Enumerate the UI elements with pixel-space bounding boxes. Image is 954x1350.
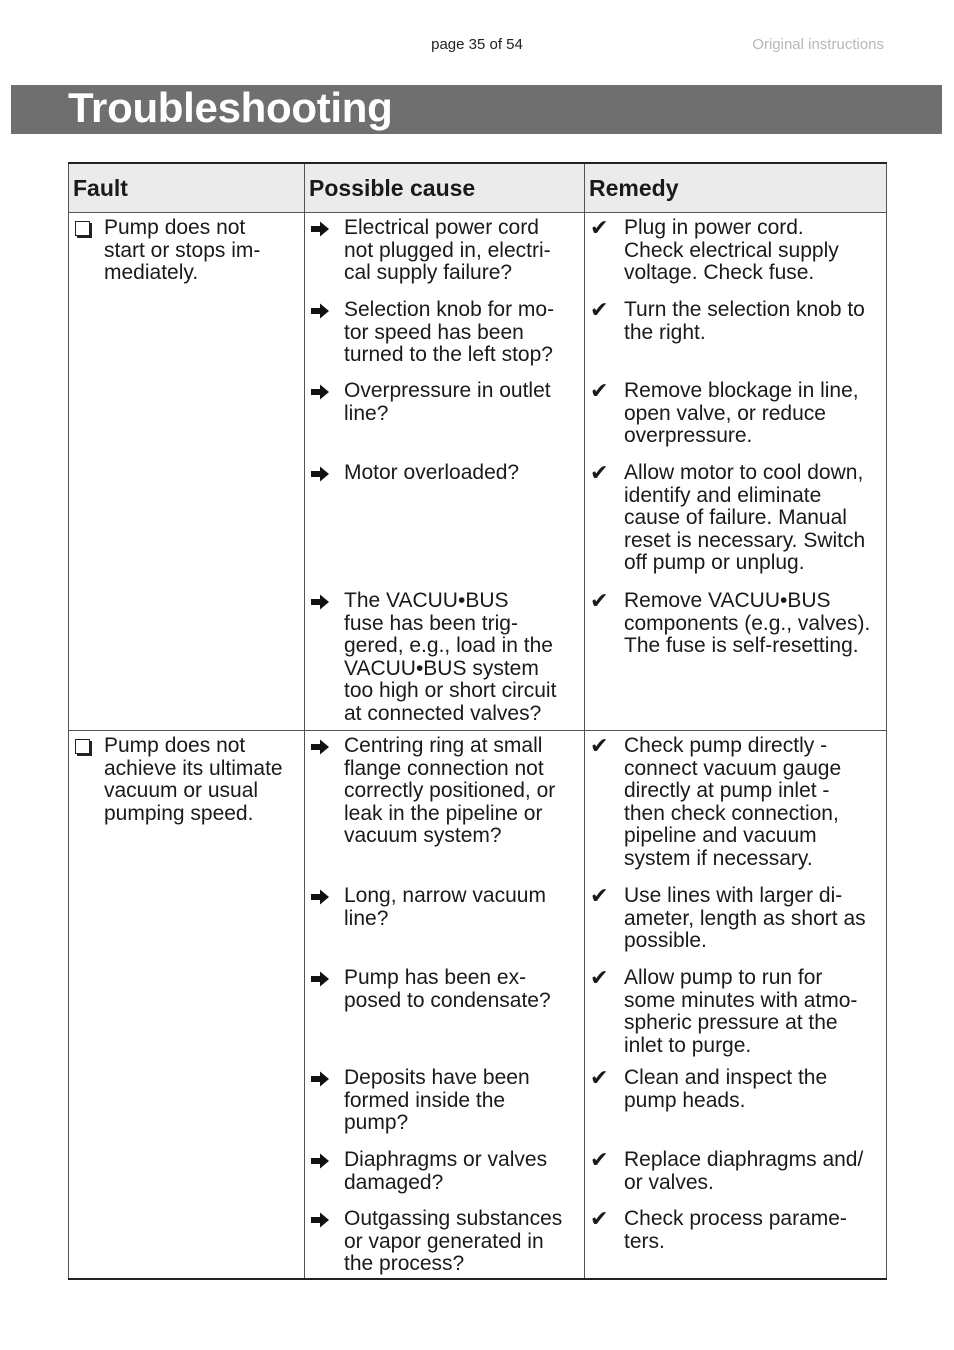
remedy-text [624,735,882,870]
text-line: system if necessary. [624,846,813,870]
cause-item [305,462,584,590]
text-line: components (e.g., valves). [624,611,871,635]
remedy-text [624,380,882,448]
text-line: spheric pressure at the [624,1011,838,1034]
text-line: Check process parame- [624,1207,847,1230]
remedy-text [624,1149,882,1194]
remedy-item [585,217,886,299]
text-line: the right. [624,320,706,344]
table-header-row [69,163,887,213]
fault-cell [69,213,305,731]
text-line: reset is necessary. Switch [624,528,866,552]
text-line: not plugged in, electri- [344,238,551,262]
text-line: Electrical power cord [344,216,539,239]
text-line: Clean and inspect the [624,1066,828,1089]
text-line: vacuum system? [344,824,502,847]
cause-item [305,217,584,299]
cause-text [344,735,580,848]
text-line: pipeline and vacuum [624,824,817,847]
cause-cell [305,731,585,1280]
text-line: achieve its ultimate [104,756,283,780]
text-line: or valves. [624,1170,714,1194]
cause-text [344,299,580,367]
fault-cell [69,731,305,1280]
remedy-item [585,590,886,730]
remedy-text [624,462,882,575]
text-line: Long, narrow vacuum [344,884,546,907]
cause-item [305,1149,584,1208]
text-line: turned to the left stop? [344,343,553,366]
text-line: Outgassing substances [344,1207,563,1230]
text-line: The VACUU•BUS [344,589,509,612]
header-remedy: Remedy [585,163,887,213]
text-line: Centring ring at small [344,734,543,757]
text-line: Deposits have been [344,1066,530,1089]
remedy-item [585,1149,886,1208]
text-line: open valve, or reduce [624,401,826,425]
text-line: flange connection not [344,756,544,780]
fault-text [104,217,260,285]
cause-item [305,299,584,380]
text-line: cause of failure. Manual [624,506,847,529]
text-line: Diaphragms or valves [344,1148,548,1171]
checkbox-icon [75,221,90,236]
arrow-right-icon [309,1208,344,1233]
text-line: connect vacuum gauge [624,756,842,780]
remedy-text [624,1067,882,1112]
remedy-item [585,462,886,590]
remedy-text [624,1208,882,1253]
checkmark-icon: ✔ [590,733,609,758]
arrow-right-icon [309,380,344,405]
text-line: leak in the pipeline or [344,801,543,825]
text-line: Pump has been ex- [344,966,527,989]
fault-row [69,213,887,731]
text-line: the process? [344,1252,465,1275]
text-line: or vapor generated in [344,1229,544,1253]
header-possible-cause: Possible cause [305,163,585,213]
text-line: cal supply failure? [344,261,513,284]
text-line: ters. [624,1229,665,1253]
checkmark-icon: ✔ [590,215,609,240]
text-line: Pump does not [104,734,246,757]
text-line: overpressure. [624,424,753,447]
cause-text [344,462,580,485]
cause-item [305,590,584,730]
cause-text [344,380,580,425]
text-line: possible. [624,929,707,952]
remedy-item [585,1208,886,1278]
checkmark-icon: ✔ [590,1065,609,1090]
checkmark-icon: ✔ [590,378,609,403]
text-line: damaged? [344,1170,444,1194]
remedy-text [624,885,882,953]
cause-text [344,885,580,930]
text-line: correctly positioned, or [344,779,556,802]
text-line: at connected valves? [344,701,542,725]
text-line: mediately. [104,261,199,284]
text-line: Plug in power cord. [624,216,804,239]
text-line: pump heads. [624,1088,746,1112]
text-line: too high or short circuit [344,679,557,702]
cause-text [344,1149,580,1194]
remedy-cell [585,731,887,1280]
text-line: off pump or unplug. [624,551,805,574]
arrow-right-icon [309,735,344,760]
text-line: Pump does not [104,216,246,239]
remedy-text [624,590,882,658]
cause-text [344,1067,580,1135]
text-line: line? [344,906,389,930]
cause-text [344,217,580,285]
text-line: some minutes with atmo- [624,988,858,1012]
cause-item [305,885,584,967]
checkmark-icon: ✔ [590,588,609,613]
checkmark-icon: ✔ [590,297,609,322]
text-line: tor speed has been [344,320,524,344]
text-line: line? [344,401,389,425]
troubleshooting-table [68,162,887,1280]
text-line: formed inside the [344,1088,506,1112]
text-line: start or stops im- [104,238,261,262]
remedy-item [585,735,886,885]
checkmark-icon: ✔ [590,460,609,485]
text-line: Check electrical supply [624,238,839,262]
text-line: Check pump directly - [624,734,828,757]
cause-item [305,1208,584,1278]
document-type: Original instructions [752,36,884,53]
title-banner [11,85,942,134]
arrow-right-icon [309,1149,344,1174]
text-line: directly at pump inlet - [624,779,830,802]
fault-text [104,735,283,825]
text-line: pumping speed. [104,801,254,825]
arrow-right-icon [309,217,344,242]
text-line: Allow pump to run for [624,966,823,989]
remedy-item [585,299,886,380]
text-line: vacuum or usual [104,779,259,802]
text-line: Remove blockage in line, [624,379,859,402]
text-line: VACUU•BUS system [344,656,539,680]
text-line: Allow motor to cool down, [624,461,864,484]
checkmark-icon: ✔ [590,883,609,908]
arrow-right-icon [309,299,344,324]
arrow-right-icon [309,885,344,910]
arrow-right-icon [309,590,344,615]
cause-item [305,735,584,885]
text-line: posed to condensate? [344,988,551,1012]
remedy-item [585,885,886,967]
cause-text [344,967,580,1012]
arrow-right-icon [309,462,344,487]
cause-item [305,380,584,462]
cause-item [305,1067,584,1149]
cause-cell [305,213,585,731]
arrow-right-icon [309,1067,344,1092]
remedy-text [624,299,882,344]
header-fault: Fault [69,163,305,213]
text-line: then check connection, [624,801,839,825]
text-line: Selection knob for mo- [344,298,555,321]
fault-row [69,731,887,1280]
text-line: inlet to purge. [624,1033,752,1057]
text-line: fuse has been trig- [344,611,518,635]
arrow-right-icon [309,967,344,992]
remedy-item [585,967,886,1067]
checkmark-icon: ✔ [590,1206,609,1231]
checkmark-icon: ✔ [590,965,609,990]
remedy-text [624,217,882,285]
text-line: Overpressure in outlet [344,379,551,402]
text-line: ameter, length as short as [624,906,866,930]
checkbox-icon [75,739,90,754]
cause-text [344,1208,580,1276]
page-number: page 35 of 54 [431,36,523,53]
text-line: Motor overloaded? [344,461,520,484]
remedy-item [585,1067,886,1149]
text-line: gered, e.g., load in the [344,634,553,657]
text-line: Use lines with larger di- [624,884,843,907]
remedy-cell [585,213,887,731]
text-line: The fuse is self-resetting. [624,634,859,657]
text-line: voltage. Check fuse. [624,261,815,284]
text-line: pump? [344,1111,409,1134]
checkmark-icon: ✔ [590,1147,609,1172]
page-title: Troubleshooting [68,84,393,131]
text-line: Remove VACUU•BUS [624,589,831,612]
cause-text [344,590,580,725]
text-line: identify and eliminate [624,483,822,507]
text-line: Turn the selection knob to [624,298,865,321]
remedy-item [585,380,886,462]
cause-item [305,967,584,1067]
text-line: Replace diaphragms and/ [624,1148,864,1171]
remedy-text [624,967,882,1057]
